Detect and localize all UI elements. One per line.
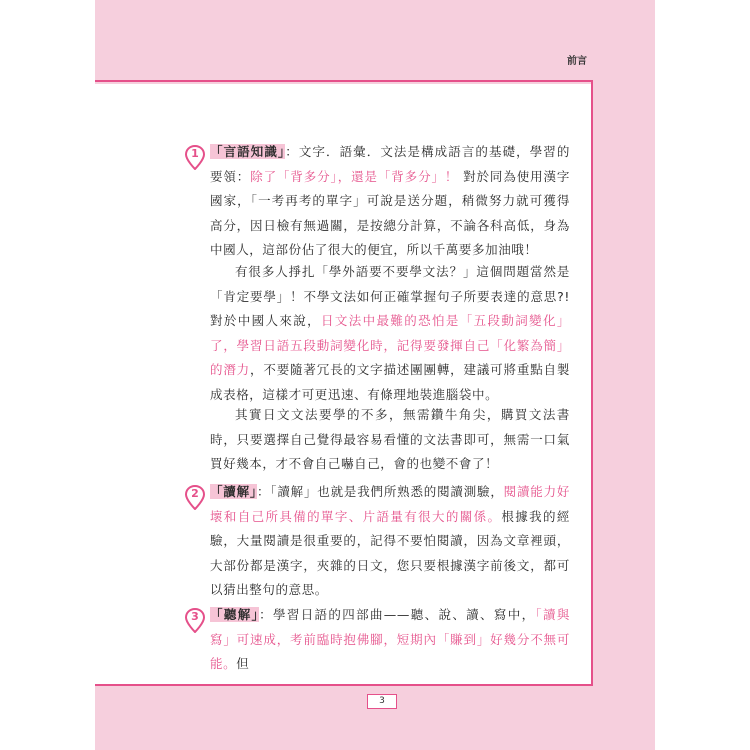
- paragraph-text: 其實日文文法要學的不多，無需鑽牛角尖，購買文法書時，只要選擇自己覺得最容易看懂的文法書即可，無需一口氣買好幾本，才不會自己嚇自己，會的也變不會了！: [210, 407, 570, 471]
- section-marker-3: [185, 608, 205, 633]
- section-heading: 「讀解」: [210, 484, 257, 499]
- page-number: 3: [367, 694, 397, 709]
- header-rule: [95, 80, 593, 82]
- emphasis-text: 日文法中最難的恐怕是「五段動詞變化」了，學習日語五段動詞變化時，記得要發揮自己「化繁為簡」的潛力: [210, 313, 570, 377]
- section-heading: 「聽解」: [210, 607, 260, 622]
- paragraph-text: ，不要隨著冗長的文字描述團團轉，建議可將重點自製成表格，這樣才可更迅速、有條理地裝進腦袋中。: [210, 362, 570, 402]
- section-heading: 「言語知識」: [210, 144, 286, 159]
- section-number: 2: [191, 487, 199, 500]
- paragraph-reading: [210, 480, 570, 603]
- paragraph-listening: [210, 603, 570, 677]
- paragraph-language-knowledge: [210, 140, 570, 263]
- section-marker-2: [185, 485, 205, 510]
- paragraph-text: ：文字．語彙．文法是構成語言的基礎，學習的要領：: [210, 144, 570, 184]
- emphasis-text: 閱讀能力好壞和自己所具備的單字、片語量有很大的關係。: [210, 484, 570, 524]
- paragraph-grammar: [210, 260, 570, 407]
- section-number: 1: [191, 147, 199, 160]
- running-head: 前言: [567, 56, 587, 67]
- paragraph-text: 但: [236, 656, 250, 671]
- footer-rule: [95, 684, 593, 686]
- emphasis-text: 除了「背多分」，還是「背多分」！: [250, 168, 459, 184]
- right-rule: [591, 80, 593, 686]
- section-marker-1: [185, 145, 205, 170]
- paragraph-text: 根據我的經驗，大量閱讀是很重要的，記得不要怕閱讀，因為文章裡頭，大部份都是漢字，夾雜的日文，您只要根據漢字前後文，都可以猜出整句的意思。: [210, 508, 570, 597]
- paragraph-grammar-books: [210, 403, 570, 477]
- paragraph-text: ：「讀解」也就是我們所熟悉的閱讀測驗，: [257, 484, 504, 499]
- paragraph-text: 對於同為使用漢字國家，「一考再考的單字」可說是送分題，稍微努力就可獲得高分，因日檢有無過關，是按總分計算，不論各科高低，身為中國人，這部份佔了很大的便宜，所以千萬要多加油哦！: [210, 168, 570, 257]
- emphasis-text: 「讀與寫」可速成，考前臨時抱佛腳，短期內「賺到」好幾分不無可能。: [210, 607, 570, 671]
- paragraph-text: ：學習日語的四部曲——聽、說、讀、寫中，: [259, 607, 536, 622]
- paragraph-text: 有很多人掙扎「學外語要不要學文法？」這個問題當然是「肯定要學」！不學文法如何正確掌握句子所要表達的意思?!對於中國人來說，: [210, 264, 570, 328]
- section-number: 3: [191, 610, 199, 623]
